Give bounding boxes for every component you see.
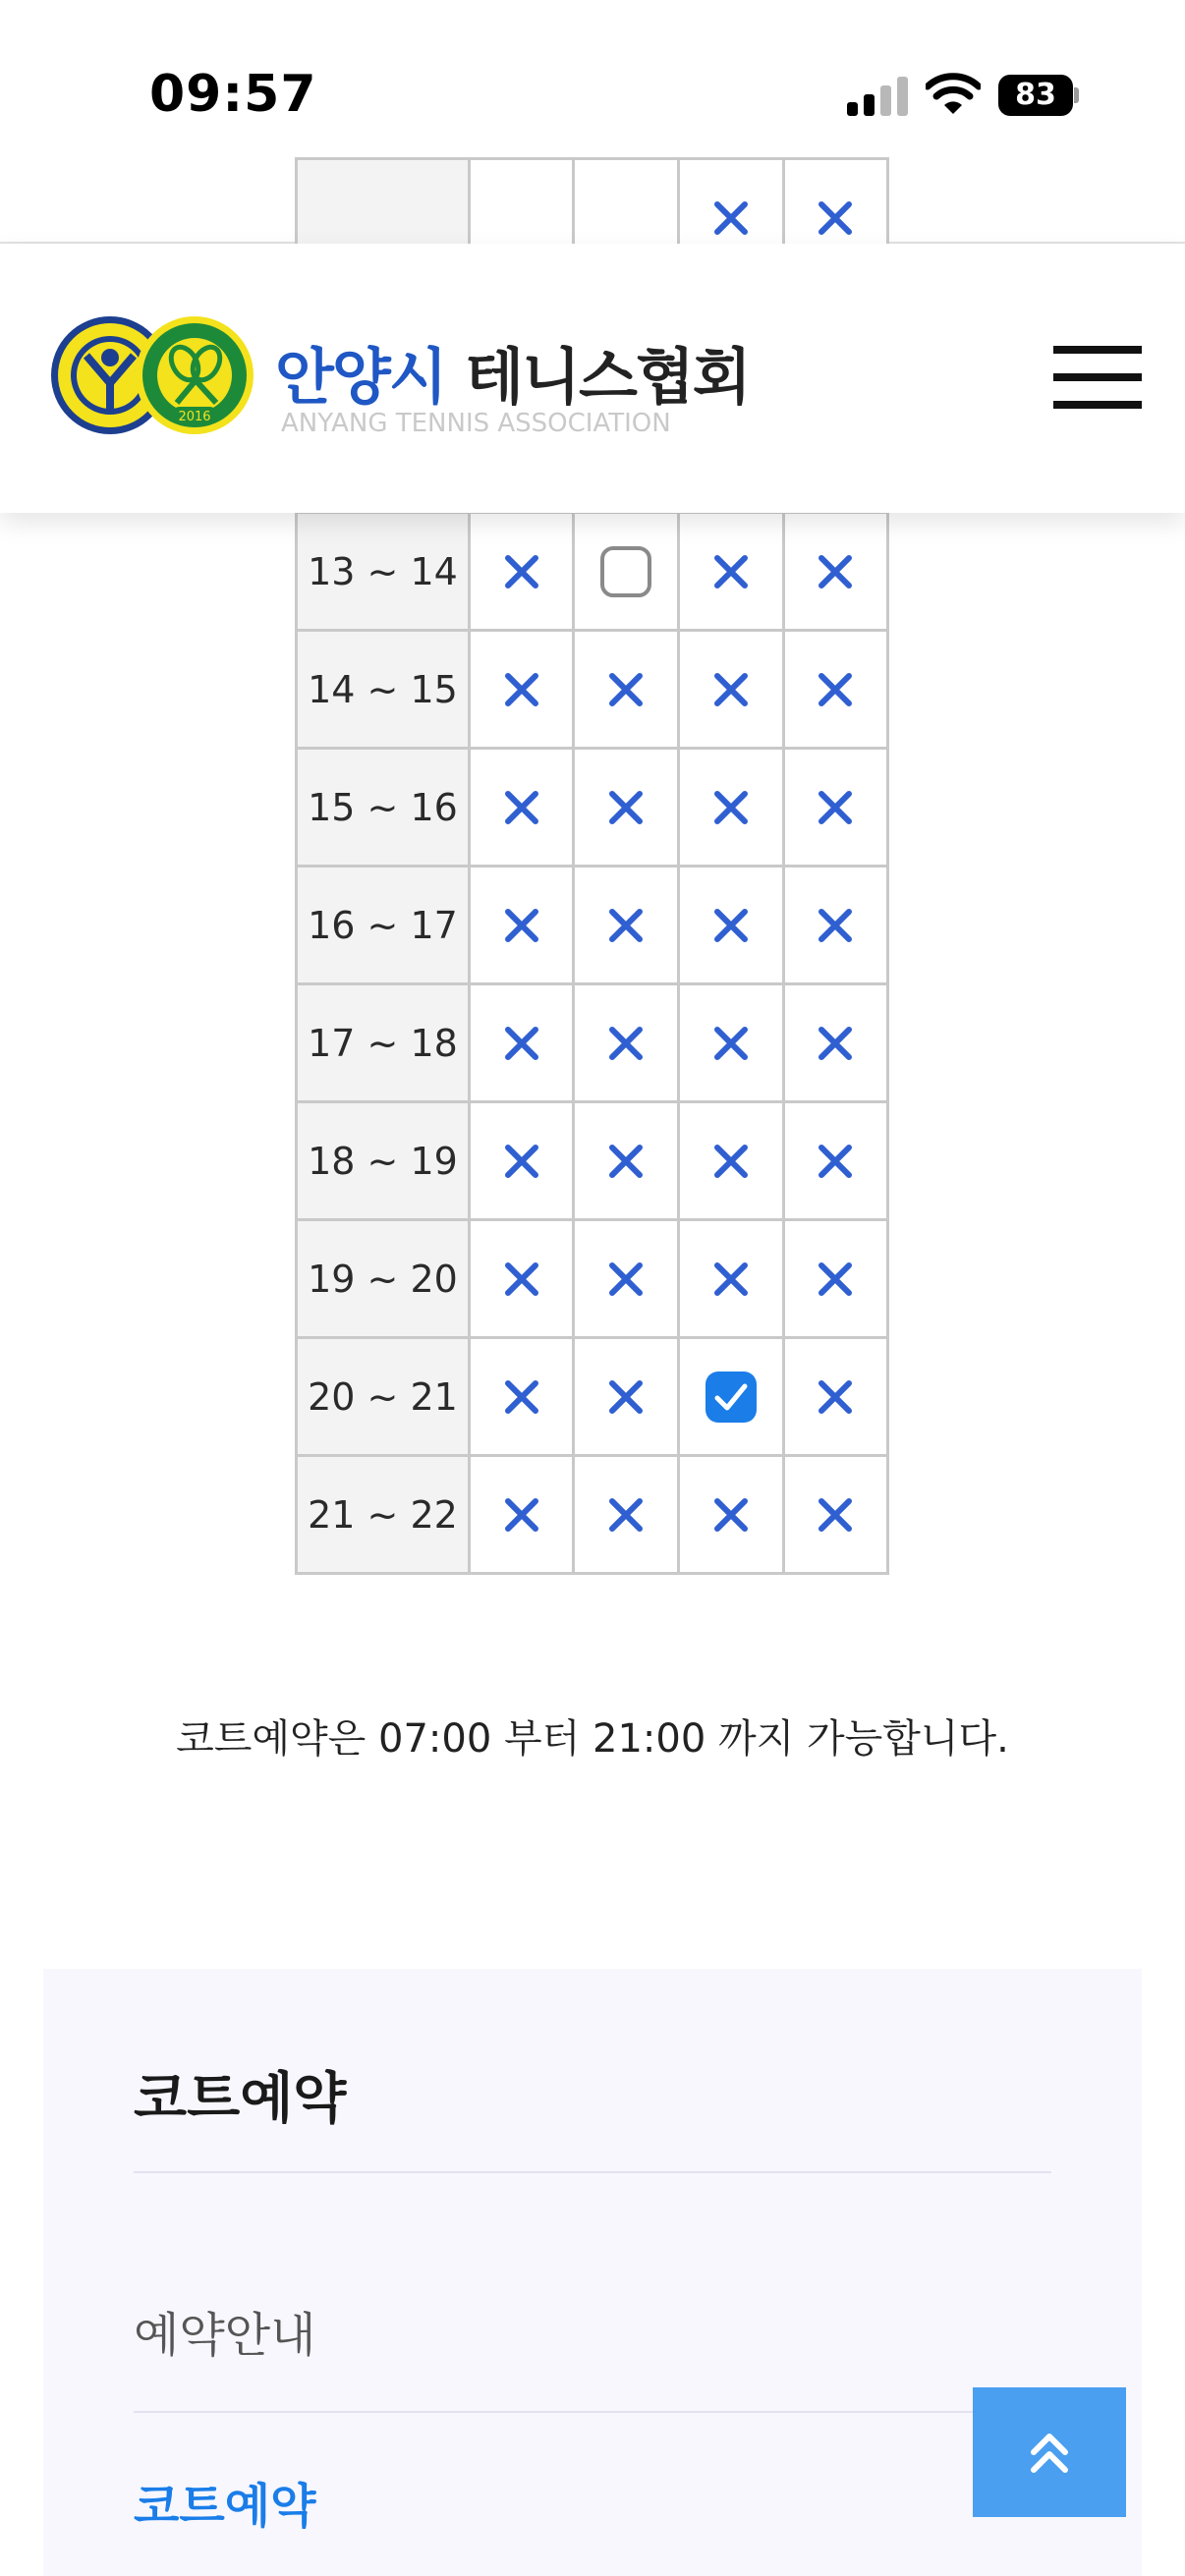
status-bar: [0, 0, 1185, 147]
court-cell: [783, 631, 887, 749]
unavailable-x-icon: [816, 1377, 855, 1417]
unavailable-x-icon: [606, 1377, 646, 1417]
unavailable-x-icon: [711, 1495, 751, 1535]
unavailable-x-icon: [816, 1142, 855, 1181]
unavailable-x-icon: [606, 1142, 646, 1181]
battery-level: 83: [998, 75, 1073, 116]
court-cell[interactable]: [678, 1338, 783, 1456]
unavailable-x-icon: [502, 1377, 541, 1417]
wifi-icon: [926, 73, 981, 116]
court-cell: [678, 1102, 783, 1220]
unavailable-x-icon: [606, 1260, 646, 1299]
checkmark-icon: [713, 1380, 749, 1414]
unavailable-x-icon: [816, 906, 855, 945]
schedule-row: [297, 749, 888, 867]
time-slot: 21 ~ 22: [297, 1456, 470, 1574]
unavailable-x-icon: [711, 1024, 751, 1063]
selected-checkbox[interactable]: [705, 1372, 757, 1423]
court-cell: [469, 513, 573, 631]
court-cell: [574, 1102, 679, 1220]
site-subtitle: ANYANG TENNIS ASSOCIATION: [281, 409, 671, 438]
court-cell: [783, 1220, 887, 1338]
court-cell: [469, 1220, 573, 1338]
hamburger-icon[interactable]: [1053, 346, 1142, 409]
time-slot: 17 ~ 18: [297, 984, 470, 1102]
unavailable-x-icon: [816, 198, 855, 238]
court-cell: [678, 749, 783, 867]
court-cell: [678, 984, 783, 1102]
court-cell: [678, 513, 783, 631]
court-cell: [469, 1456, 573, 1574]
court-cell: [783, 749, 887, 867]
scroll-to-top-button[interactable]: [973, 2387, 1126, 2517]
unavailable-x-icon: [711, 906, 751, 945]
court-cell[interactable]: [574, 513, 679, 631]
unavailable-x-icon: [502, 788, 541, 827]
court-cell: [783, 1456, 887, 1574]
court-cell: [574, 867, 679, 984]
unavailable-x-icon: [502, 906, 541, 945]
court-cell: [783, 513, 887, 631]
schedule-row: [297, 1220, 888, 1338]
unavailable-x-icon: [606, 1024, 646, 1063]
submenu-title: 코트예약: [134, 2067, 347, 2131]
unavailable-x-icon: [816, 1024, 855, 1063]
unavailable-x-icon: [606, 1495, 646, 1535]
schedule-row: [297, 513, 888, 631]
time-slot: 15 ~ 16: [297, 749, 470, 867]
court-cell: [574, 631, 679, 749]
submenu-divider: [134, 2411, 1051, 2413]
unavailable-x-icon: [606, 670, 646, 709]
unavailable-x-icon: [816, 670, 855, 709]
unavailable-x-icon: [502, 1024, 541, 1063]
schedule-row: [297, 631, 888, 749]
court-cell: [469, 1102, 573, 1220]
unavailable-x-icon: [502, 670, 541, 709]
association-logo[interactable]: [49, 301, 255, 448]
court-cell: [678, 867, 783, 984]
status-time: 09:57: [149, 65, 317, 124]
unavailable-x-icon: [711, 1260, 751, 1299]
reservation-notice: 코트예약은 07:00 부터 21:00 까지 가능합니다.: [176, 1716, 1009, 1762]
menu-item-court-reservation[interactable]: 코트예약: [134, 2479, 316, 2534]
court-cell: [783, 1338, 887, 1456]
time-slot: 13 ~ 14: [297, 513, 470, 631]
unavailable-x-icon: [711, 670, 751, 709]
unavailable-x-icon: [816, 788, 855, 827]
court-cell: [469, 631, 573, 749]
court-cell: [783, 867, 887, 984]
unavailable-x-icon: [711, 552, 751, 591]
unavailable-x-icon: [502, 552, 541, 591]
court-cell: [678, 631, 783, 749]
unavailable-x-icon: [711, 198, 751, 238]
court-cell: [574, 1338, 679, 1456]
time-slot: 20 ~ 21: [297, 1338, 470, 1456]
unavailable-x-icon: [711, 788, 751, 827]
schedule-row: [297, 867, 888, 984]
schedule-row: [297, 1456, 888, 1574]
unavailable-x-icon: [816, 1495, 855, 1535]
unavailable-x-icon: [502, 1260, 541, 1299]
unavailable-x-icon: [816, 552, 855, 591]
court-cell: [469, 1338, 573, 1456]
court-cell: [574, 749, 679, 867]
schedule-row: [297, 984, 888, 1102]
court-cell: [783, 1102, 887, 1220]
court-cell: [469, 867, 573, 984]
unavailable-x-icon: [606, 906, 646, 945]
court-cell: [678, 1456, 783, 1574]
unavailable-x-icon: [502, 1495, 541, 1535]
menu-item-reservation-guide[interactable]: 예약안내: [134, 2308, 316, 2363]
double-chevron-up-icon: [1024, 2427, 1075, 2478]
court-cell: [574, 984, 679, 1102]
time-slot: 14 ~ 15: [297, 631, 470, 749]
court-cell: [469, 984, 573, 1102]
cellular-signal-icon: [847, 77, 908, 116]
unavailable-x-icon: [711, 1142, 751, 1181]
schedule-row: [297, 1338, 888, 1456]
schedule-row: [297, 1102, 888, 1220]
available-checkbox[interactable]: [600, 546, 651, 597]
unavailable-x-icon: [606, 788, 646, 827]
submenu-divider: [134, 2171, 1051, 2173]
battery-icon: [998, 75, 1079, 116]
site-header: [0, 244, 1185, 513]
time-slot: 16 ~ 17: [297, 867, 470, 984]
unavailable-x-icon: [816, 1260, 855, 1299]
time-slot: 19 ~ 20: [297, 1220, 470, 1338]
time-slot: 18 ~ 19: [297, 1102, 470, 1220]
court-cell: [574, 1456, 679, 1574]
logo-year: 2016: [178, 410, 211, 424]
unavailable-x-icon: [502, 1142, 541, 1181]
court-cell: [783, 984, 887, 1102]
site-title[interactable]: 안양시 테니스협회: [275, 341, 750, 413]
court-cell: [678, 1220, 783, 1338]
court-cell: [574, 1220, 679, 1338]
court-cell: [469, 749, 573, 867]
